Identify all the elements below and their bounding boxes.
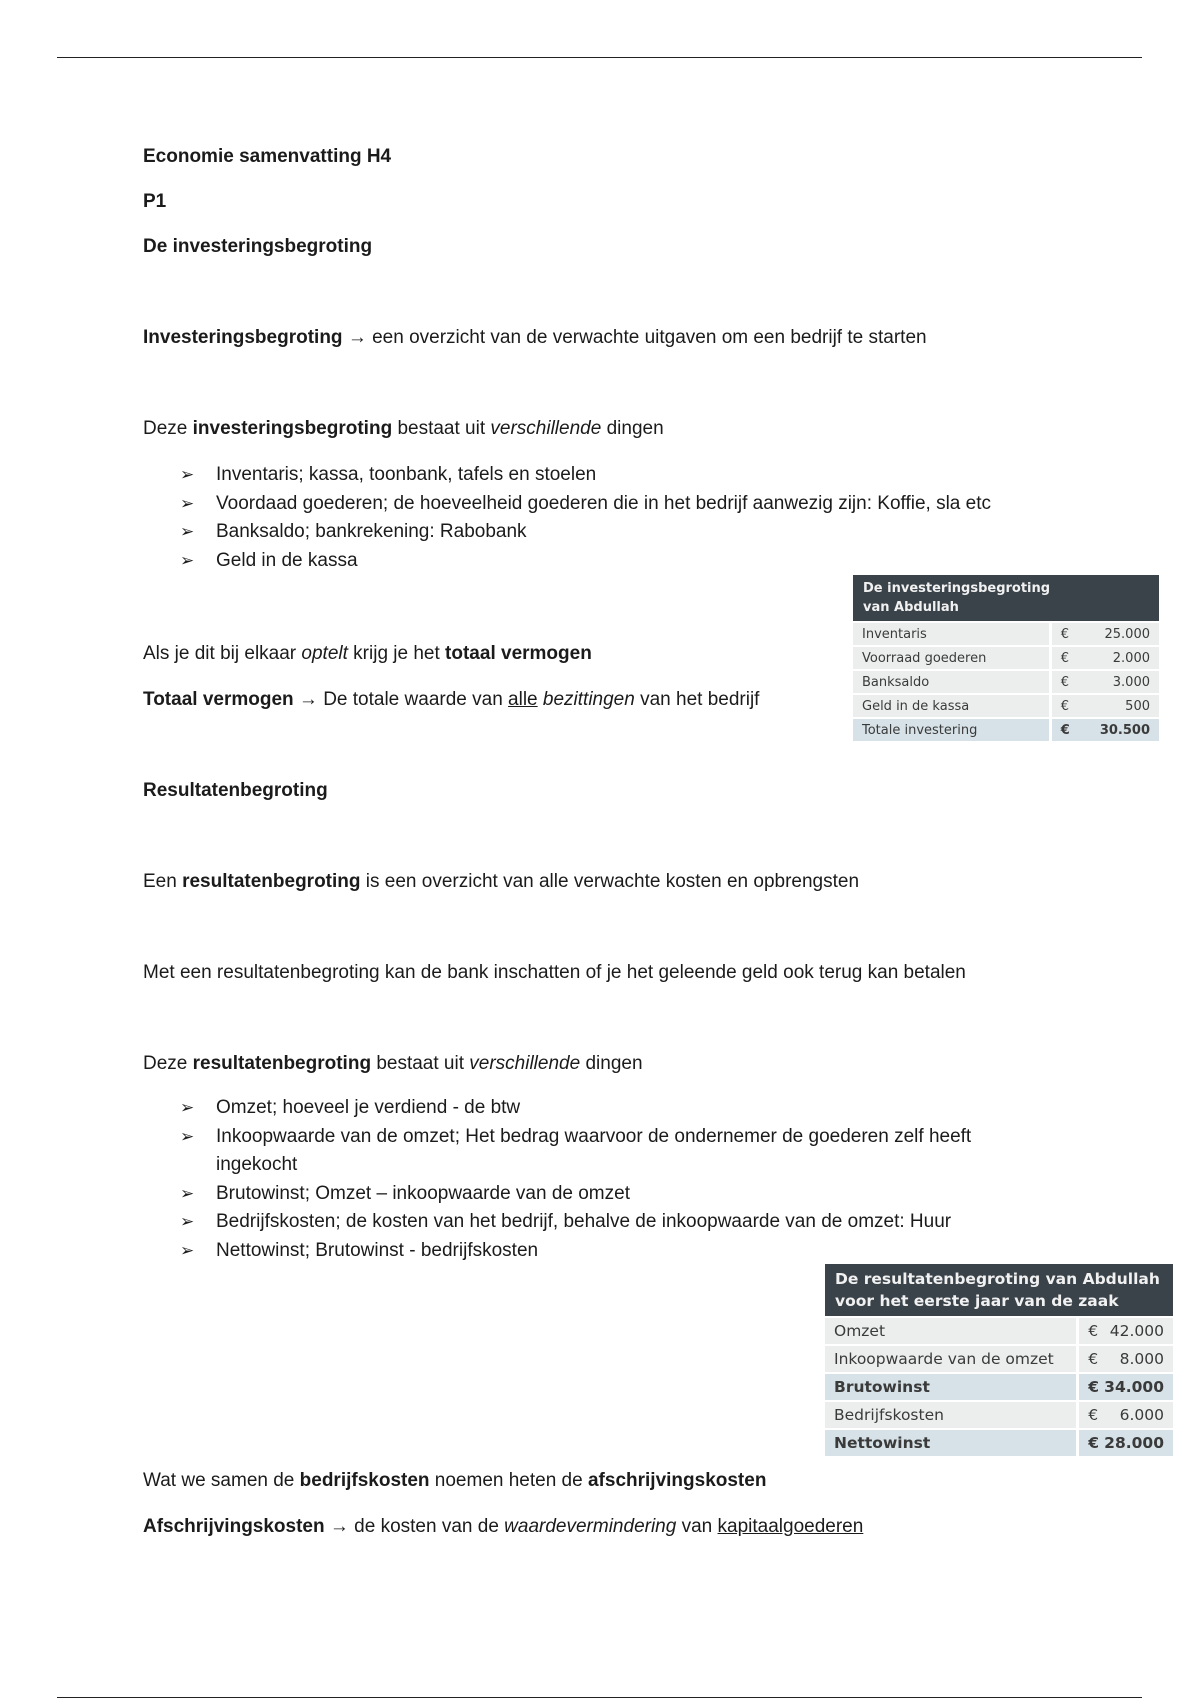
resultatenbegroting-definition: Een resultatenbegroting is een overzicht van alle verwachte kosten en opbrengsten [143, 871, 860, 892]
arrowhead-bullet-icon: ➢ [180, 1212, 195, 1231]
list-item: ➢ Brutowinst; Omzet – inkoopwaarde van de omzet [143, 1180, 1116, 1209]
arrowhead-bullet-icon: ➢ [180, 1098, 195, 1117]
table-total-row: Totale investering € 30.500 [853, 719, 1159, 741]
totaal-vermogen-sum: Als je dit bij elkaar optelt krijg je het totaal vermogen [143, 643, 592, 664]
table-row: Omzet € 42.000 [825, 1318, 1173, 1344]
arrowhead-bullet-icon: ➢ [180, 1240, 195, 1260]
paragraph-label: P1 [143, 191, 167, 212]
table-row: Brutowinst € 34.000 [825, 1374, 1173, 1400]
table-row: Voorraad goederen € 2.000 [853, 647, 1159, 669]
list-item: ➢ Omzet; hoeveel je verdiend - de btw [143, 1094, 1116, 1123]
list-item: ➢ Inkoopwaarde van de omzet; Het bedrag waarvoor de ondernemer de goederen zelf heeft ingekocht [143, 1123, 1116, 1180]
arrowhead-bullet-icon: ➢ [180, 1183, 195, 1203]
arrowhead-bullet-icon: ➢ [180, 1126, 195, 1146]
arrowhead-bullet-icon: ➢ [180, 465, 195, 484]
arrow-icon: → [329, 1516, 349, 1537]
table-row: Inventaris € 25.000 [853, 623, 1159, 645]
totaal-vermogen-definition: Totaal vermogen → De totale waarde van alle bezittingen van het bedrijf [143, 689, 760, 710]
bank-paragraph: Met een resultatenbegroting kan de bank inschatten of je het geleende geld ook terug kan betalen [143, 962, 966, 983]
table-row: Bedrijfskosten € 6.000 [825, 1402, 1173, 1428]
list-item: ➢ Bedrijfskosten; de kosten van het bedrijf, behalve de inkoopwaarde van de omzet: Huur [143, 1208, 1116, 1237]
investeringsbegroting-definition: Investeringsbegroting → een overzicht van de verwachte uitgaven om een bedrijf te starten [143, 327, 927, 348]
table-row: Banksaldo € 3.000 [853, 671, 1159, 693]
resultatenbegroting-table [825, 1262, 1173, 1458]
header-rule [57, 57, 1142, 58]
table-row: Inkoopwaarde van de omzet € 8.000 [825, 1346, 1173, 1372]
table-total-row: Nettowinst € 28.000 [825, 1430, 1173, 1456]
resultatenbegroting-intro: Deze resultatenbegroting bestaat uit verschillende dingen [143, 1053, 643, 1074]
list-item: ➢ Geld in de kassa [143, 547, 1116, 576]
resultatenbegroting-list [143, 1094, 1116, 1265]
investeringsbegroting-intro: Deze investeringsbegroting bestaat uit verschillende dingen [143, 418, 664, 439]
table-row: Geld in de kassa € 500 [853, 695, 1159, 717]
section-heading-resultatenbegroting: Resultatenbegroting [143, 780, 328, 801]
footer-rule [57, 1697, 1142, 1698]
afschrijvingskosten-intro: Wat we samen de bedrijfskosten noemen heten de afschrijvingskosten [143, 1470, 767, 1491]
arrowhead-bullet-icon: ➢ [180, 550, 195, 570]
investeringsbegroting-table [853, 573, 1159, 743]
afschrijvingskosten-definition: Afschrijvingskosten → de kosten van de waardevermindering van kapitaalgoederen [143, 1516, 864, 1537]
list-item: ➢ Nettowinst; Brutowinst - bedrijfskosten [143, 1237, 1116, 1266]
arrowhead-bullet-icon: ➢ [180, 522, 195, 541]
list-item: ➢ Inventaris; kassa, toonbank, tafels en stoelen [143, 461, 1116, 490]
arrow-icon: → [347, 327, 367, 348]
investeringsbegroting-list [143, 461, 1116, 575]
section-heading-investeringsbegroting: De investeringsbegroting [143, 236, 373, 257]
list-item: ➢ Voordaad goederen; de hoeveelheid goederen die in het bedrijf aanwezig zijn: Koffie, sla etc [143, 490, 1116, 519]
table-header: De investeringsbegroting van Abdullah [853, 575, 1159, 621]
table-header: De resultatenbegroting van Abdullah voor het eerste jaar van de zaak [825, 1264, 1173, 1316]
arrow-icon: → [298, 689, 318, 710]
list-item: ➢ Banksaldo; bankrekening: Rabobank [143, 518, 1116, 547]
document-title: Economie samenvatting H4 [143, 146, 392, 167]
arrowhead-bullet-icon: ➢ [180, 493, 195, 513]
